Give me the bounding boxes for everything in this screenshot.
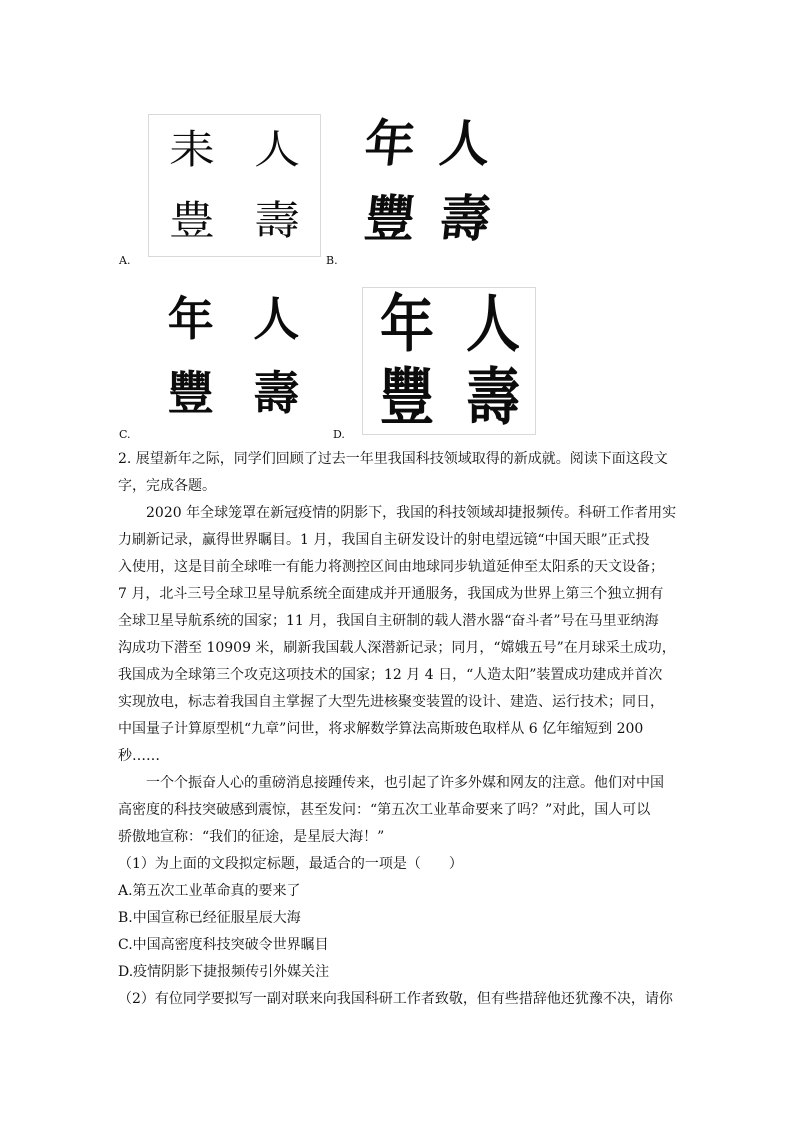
option-b-char-3: 豐	[361, 189, 418, 248]
passage-line: 中国量子计算原型机“九章”问世，将求解数学算法高斯玻色取样从 6 亿年缩短到 200	[118, 721, 644, 737]
sub-question-1-choice-c: C.中国高密度科技突破令世界瞩目	[118, 937, 329, 953]
option-c-char-3: 豐	[167, 366, 214, 420]
option-c-label: C.	[119, 428, 131, 441]
sub-question-1-choice-b: B.中国宣称已经征服星辰大海	[118, 910, 301, 926]
passage-line: 沟成功下潜至 10909 米，刷新我国载人深潜新记录；同月，“嫦娥五号”在月球采土成功，	[118, 640, 676, 656]
option-a-char-1: 耒	[168, 127, 215, 174]
option-b-label: B.	[326, 254, 338, 267]
question-2-stem-line-2: 字，完成各题。	[118, 478, 216, 494]
passage-line: 我国成为全球第三个攻克这项技术的国家；12 月 4 日，“人造太阳”装置成功建成并首次	[118, 667, 663, 683]
passage-paragraph-1	[118, 500, 678, 770]
question-2-stem-line-1: 2. 展望新年之际，同学们回顾了过去一年里我国科技领域取得的新成就。阅读下面这段文	[118, 451, 668, 467]
option-b-calligraphy-image	[352, 106, 502, 256]
passage-line: 实现放电，标志着我国自主掌握了大型先进核聚变装置的设计、建造、运行技术；同日，	[118, 694, 664, 710]
option-d-char-1: 年	[380, 287, 432, 361]
passage-line: 7 月，北斗三号全球卫星导航系统全面建成并开通服务，我国成为世界上第三个独立拥有	[118, 586, 664, 602]
option-b-char-1: 年	[361, 114, 418, 173]
option-b-char-4: 壽	[436, 189, 493, 248]
option-c-calligraphy-image	[148, 282, 319, 430]
option-a-label: A.	[119, 254, 131, 267]
option-d-calligraphy-image	[362, 287, 536, 435]
option-d-char-3: 豐	[380, 360, 432, 434]
passage-line: 入使用，这是目前全球唯一有能力将测控区间由地球同步轨道延伸至太阳系的天文设备；	[118, 559, 664, 575]
passage-line: 一个个振奋人心的重磅消息接踵传来，也引起了许多外媒和网友的注意。他们对中国	[146, 775, 664, 791]
passage-paragraph-2	[118, 770, 678, 851]
passage-line: 秒……	[118, 748, 160, 764]
option-d-char-2: 人	[466, 287, 518, 361]
passage-line: 力刷新记录，赢得世界瞩目。1 月，我国自主研发设计的射电望远镜“中国天眼”正式投	[118, 532, 650, 548]
question-2	[118, 446, 678, 1013]
option-c-char-1: 年	[167, 292, 214, 346]
sub-question-1-prompt: （1）为上面的文段拟定标题，最适合的一项是（ ）	[118, 856, 463, 872]
passage-line: 全球卫星导航系统的国家；11 月，我国自主研制的载人潜水器“奋斗者”号在马里亚纳海	[118, 613, 659, 629]
sub-question-1-choice-a: A.第五次工业革命真的要来了	[118, 883, 301, 899]
option-c-char-4: 壽	[253, 366, 300, 420]
option-b-char-2: 人	[436, 114, 493, 173]
option-a-char-3: 豊	[168, 197, 215, 244]
option-c-char-2: 人	[253, 292, 300, 346]
passage-line: 骄傲地宣称：“我们的征途，是星辰大海！”	[118, 829, 385, 845]
sub-question-2-prompt: （2）有位同学要拟写一副对联来向我国科研工作者致敬，但有些措辞他还犹豫不决，请你	[118, 991, 673, 1007]
option-a-char-2: 人	[254, 127, 301, 174]
option-d-label: D.	[333, 428, 345, 441]
option-d-char-4: 壽	[466, 360, 518, 434]
option-a-calligraphy-image	[148, 114, 321, 257]
sub-question-1-choice-d: D.疫情阴影下捷报频传引外媒关注	[118, 964, 330, 980]
option-a-char-4: 壽	[254, 197, 301, 244]
passage-line: 2020 年全球笼罩在新冠疫情的阴影下，我国的科技领域却捷报频传。科研工作者用实	[146, 505, 677, 521]
passage-line: 高密度的科技突破感到震惊，甚至发问：“第五次工业革命要来了吗？”对此，国人可以	[118, 802, 651, 818]
